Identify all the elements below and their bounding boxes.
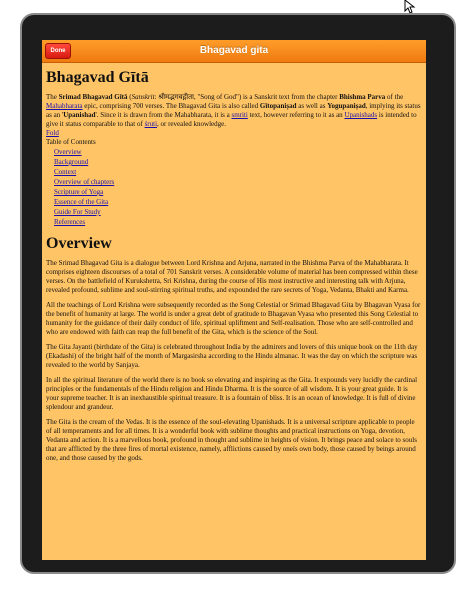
toc-title: Table of Contents — [46, 138, 96, 146]
intro-text: , or revealed knowledge. — [157, 120, 227, 128]
article-title: Bhagavad Gītā — [46, 69, 149, 86]
intro-bold-name: Srimad Bhagavad Gītā — [58, 93, 128, 101]
intro-bold-gitopanisad: Gītopaniṣad — [259, 102, 297, 110]
toc-link-overview[interactable]: Overview — [54, 148, 82, 156]
toc-link-essence-of-the-gita[interactable]: Essence of the Gita — [54, 198, 109, 206]
fold-link[interactable]: Fold — [46, 129, 59, 137]
intro-bold-yogupanisad: Yogupaniṣad — [327, 102, 366, 110]
overview-paragraph: In all the spiritual literature of the world there is no book so elevating and inspiring as the Gita. It expounds very lucidly the cardinal principles or the fundamentals of the Hindu religion and Hindu Dharma. It is the source of all wisdom. It is your great guide. It is your supreme teacher. It is an inexhaustible spiritual treasure. It is a fountain of bliss. It is an ocean of knowledge. It is full of divine splendour and grandeur. — [46, 376, 418, 411]
intro-text: of the — [385, 93, 404, 101]
intro-text: The — [46, 93, 59, 101]
intro-bold-parva: Bhishma Parva — [339, 93, 386, 101]
overview-paragraph: The Gita Jayanti (birthdate of the Gita) is celebrated throughout India by the admirers and lovers of this unique book on the 11th day (Ekadashi) of the bright half of the month of Margasirsha according to the Hindu almanac. It was the day on which the scripture was revealed to the world by Sanjaya. — [46, 343, 418, 369]
toc-link-context[interactable]: Context — [54, 168, 77, 176]
overview-paragraph: All the teachings of Lord Krishna were subsequently recorded as the Song Celestial or Srimad Bhagavad Gita by Bhagavan Vyasa for the benefit of humanity at large. The world is under a great debt of gratitude to Bhagavan Vyasa who presented this Song Celestial to humanity for the guidance of their daily conduct of life, spiritual upliftment and Self-realisation. Those who are self-controlled and who are endowed with faith can reap the full benefit of the Gita, which is the science of the Soul. — [46, 301, 421, 336]
toc-link-references[interactable]: References — [54, 218, 86, 226]
toc-item — [54, 167, 422, 177]
overview-heading: Overview — [46, 235, 112, 252]
article-content — [42, 63, 426, 463]
intro-paragraph — [46, 93, 422, 129]
toc-item — [54, 187, 422, 197]
link-mahabharata[interactable]: Mahabharata — [46, 102, 83, 110]
mouse-pointer-icon — [404, 0, 420, 14]
tablet-screen — [42, 40, 426, 560]
intro-text: : श्रीमद्भगवद्गीता, "Song of God") is a Sanskrit text from the chapter — [154, 93, 340, 101]
link-upanishads[interactable]: Upanishads — [344, 111, 378, 119]
overview-paragraph: The Gita is the cream of the Vedas. It is the essence of the soul-elevating Upanishads. It is a universal scripture applicable to people of all temperaments and for all times. It is a wonderful book with sublime thoughts and practical instructions on Yoga, devotion, Vedanta and action. It is a marvellous book, profound in thought and sublime in heights of vision. It brings peace and solace to souls that are afflicted by the three fires of mortal existence, namely, afflictions caused by oneís own body, those caused by beings around one, and those caused by the gods. — [46, 418, 417, 462]
intro-text: , implying its status as an ' — [46, 102, 421, 119]
intro-italic-sanskrit: Sanskrit — [131, 93, 155, 101]
intro-text: text, however referring to it as an — [247, 111, 345, 119]
toc-item — [54, 177, 422, 187]
toc-link-scripture-of-yoga[interactable]: Scripture of Yoga — [54, 188, 104, 196]
toc-link-overview-of-chapters[interactable]: Overview of chapters — [54, 178, 115, 186]
navigation-bar — [42, 40, 426, 63]
nav-title: Bhagavad gita — [199, 45, 269, 56]
toc-link-background[interactable]: Background — [54, 158, 89, 166]
link-sruti[interactable]: śruti — [144, 120, 158, 128]
intro-bold-upanishad: Upanishad — [63, 111, 96, 119]
link-smriti[interactable]: smriti — [231, 111, 248, 119]
toc-item — [54, 207, 422, 217]
intro-text: as well as — [296, 102, 328, 110]
table-of-contents — [54, 147, 422, 227]
toc-item — [54, 157, 422, 167]
intro-text: epic, comprising 700 verses. The Bhagavad Gita is also called — [82, 102, 260, 110]
done-button[interactable]: Done — [45, 43, 71, 59]
toc-item — [54, 147, 422, 157]
intro-text: '. Since it is drawn from the Mahabharata, it is a — [95, 111, 232, 119]
toc-item — [54, 197, 422, 207]
intro-text: is intended to give it status comparable to that of — [46, 111, 417, 128]
intro-text: ( — [127, 93, 132, 101]
toc-item — [54, 217, 422, 227]
toc-link-guide-for-study[interactable]: Guide For Study — [54, 208, 101, 216]
overview-paragraph: The Srimad Bhagavad Gita is a dialogue between Lord Krishna and Arjuna, narrated in the Bhishma Parva of the Mahabharata. It comprises eighteen discourses of a total of 701 Sanskrit verses. A considerable volume of material has been compressed within these verses. On the battlefield of Kurukshetra, Sri Krishna, during the course of His most instructive and interesting talk with Arjuna, revealed profound, sublime and soul-stirring spiritual truths, and expounded the rare secrets of Yoga, Vedanta, Bhakti and Karma. — [46, 259, 418, 294]
